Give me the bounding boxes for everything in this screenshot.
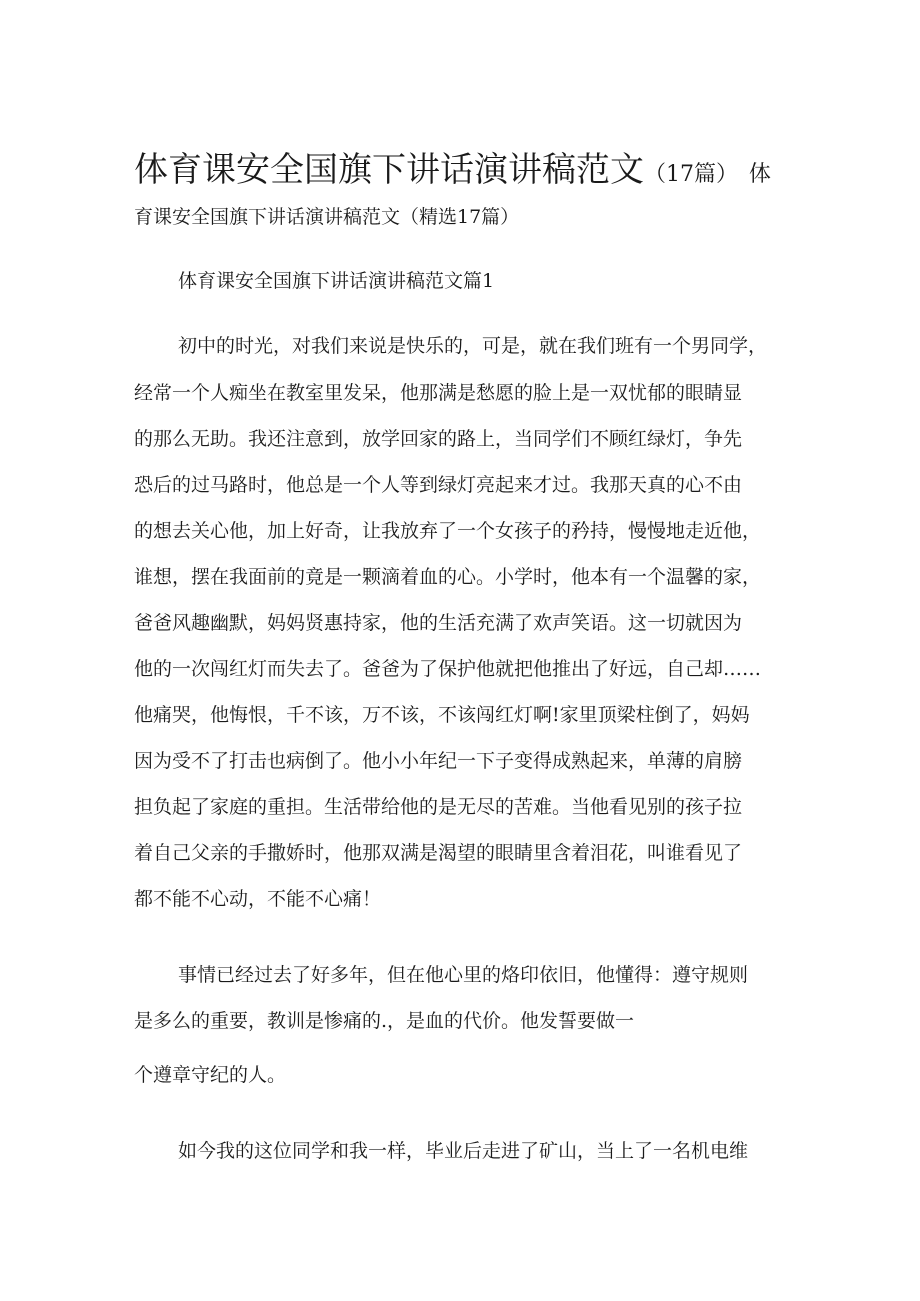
- title-count: （17篇）: [644, 162, 738, 187]
- paragraph-line: 爸爸风趣幽默，妈妈贤惠持家，他的生活充满了欢声笑语。这一切就因为: [134, 612, 743, 634]
- paragraph-line: 他的一次闯红灯而失去了。爸爸为了保护他就把他推出了好远，自己却……: [134, 658, 762, 680]
- paragraph-line: 初中的时光，对我们来说是快乐的，可是，就在我们班有一个男同学，: [178, 335, 768, 357]
- paragraph-line: 因为受不了打击也病倒了。他小小年纪一下子变得成熟起来，单薄的肩膀: [134, 750, 743, 772]
- title-continuation: 体: [748, 162, 771, 187]
- paragraph-line: 如今我的这位同学和我一样，毕业后走进了矿山，当上了一名机电维: [178, 1140, 749, 1162]
- paragraph-line: 的那么无助。我还注意到，放学回家的路上，当同学们不顾红绿灯，争先: [134, 428, 743, 450]
- paragraph-line: 他痛哭，他悔恨，千不该，万不该，不该闯红灯啊!家里顶梁柱倒了，妈妈: [134, 704, 750, 726]
- paragraph-line: 经常一个人痴坐在教室里发呆，他那满是愁愿的脸上是一双忧郁的眼睛显: [134, 382, 743, 404]
- paragraph-line: 事情已经过去了好多年，但在他心里的烙印依旧，他懂得：遵守规则: [178, 964, 749, 986]
- paragraph-line: 个遵章守纪的人。: [134, 1064, 287, 1086]
- paragraph-line: 的想去关心他，加上好奇，让我放弃了一个女孩子的矜持，慢慢地走近他，: [134, 520, 762, 542]
- paragraph-line: 恐后的过马路时，他总是一个人等到绿灯亮起来才过。我那天真的心不由: [134, 474, 743, 496]
- paragraph-line: 是多么的重要，教训是惨痛的.，是血的代价。他发誓要做一: [134, 1010, 635, 1032]
- document-subtitle: 育课安全国旗下讲话演讲稿范文（精选17篇）: [134, 206, 520, 228]
- paragraph-line: 谁想，摆在我面前的竟是一颗滴着血的心。小学时，他本有一个温馨的家，: [134, 566, 762, 588]
- paragraph-line: 都不能不心动，不能不心痛！: [134, 888, 382, 910]
- section-heading: 体育课安全国旗下讲话演讲稿范文篇1: [178, 270, 495, 292]
- title-main: 体育课安全国旗下讲话演讲稿范文: [134, 150, 644, 190]
- paragraph-line: 担负起了家庭的重担。生活带给他的是无尽的苦难。当他看见别的孩子拉: [134, 796, 743, 818]
- paragraph-line: 着自己父亲的手撒娇时，他那双满是渴望的眼睛里含着泪花，叫谁看见了: [134, 842, 743, 864]
- document-title: [134, 146, 794, 199]
